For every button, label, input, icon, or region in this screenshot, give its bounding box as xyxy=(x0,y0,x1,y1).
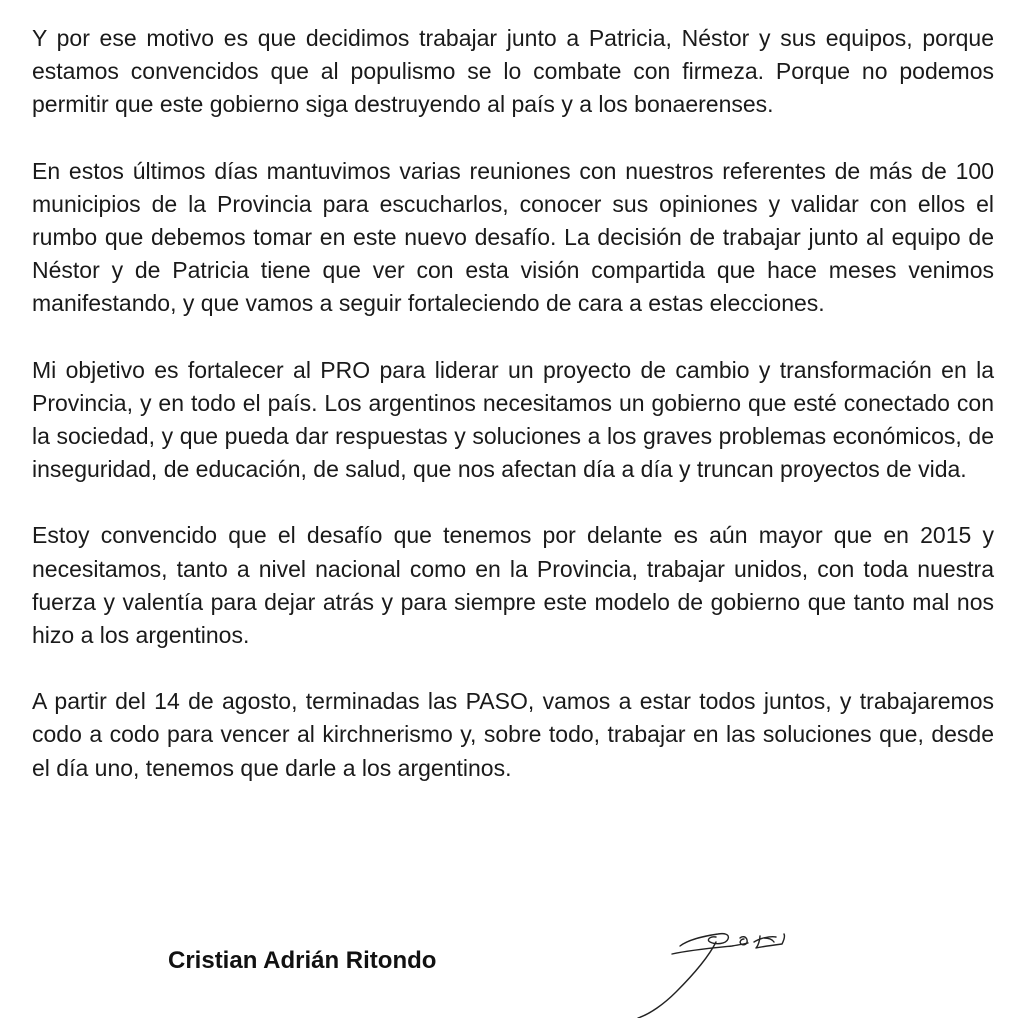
paragraph-4: Estoy convencido que el desafío que tenemos por delante es aún mayor que en 2015 y necesitamos, tanto a nivel nacional como en la Provincia, trabajar unidos, con toda nuestra fuerza y valentía para dejar atrás y para siempre este modelo de gobierno que tanto mal nos hizo a los argentinos. xyxy=(32,522,994,649)
paragraph-1: Y por ese motivo es que decidimos trabajar junto a Patricia, Néstor y sus equipos, porque estamos convencidos que al populismo se lo combate con firmeza. Porque no podemos permitir que este gobierno siga destruyendo al país y a los bonaerenses. xyxy=(32,25,994,118)
signer-name: Cristian Adrián Ritondo xyxy=(168,947,437,974)
handwritten-signature-icon xyxy=(620,918,820,1018)
paragraph-5: A partir del 14 de agosto, terminadas las PASO, vamos a estar todos juntos, y trabajaremos codo a codo para vencer al kirchnerismo y, sobre todo, trabajar en las soluciones que, desde el día uno, tenemos que darle a los argentinos. xyxy=(32,688,994,781)
letter-body xyxy=(32,22,994,818)
paragraph-2: En estos últimos días mantuvimos varias reuniones con nuestros referentes de más de 100 municipios de la Provincia para escucharlos, conocer sus opiniones y validar con ellos el rumbo que debemos tomar en este nuevo desafío. La decisión de trabajar junto al equipo de Néstor y de Patricia tiene que ver con esta visión compartida que hace meses venimos manifestando, y que vamos a seguir fortaleciendo de cara a estas elecciones. xyxy=(32,157,994,317)
paragraph-3: Mi objetivo es fortalecer al PRO para liderar un proyecto de cambio y transformación en la Provincia, y en todo el país. Los argentinos necesitamos un gobierno que esté conectado con la sociedad, y que pueda dar respuestas y soluciones a los graves problemas económicos, de inseguridad, de educación, de salud, que nos afectan día a día y truncan proyectos de vida. xyxy=(32,356,994,483)
